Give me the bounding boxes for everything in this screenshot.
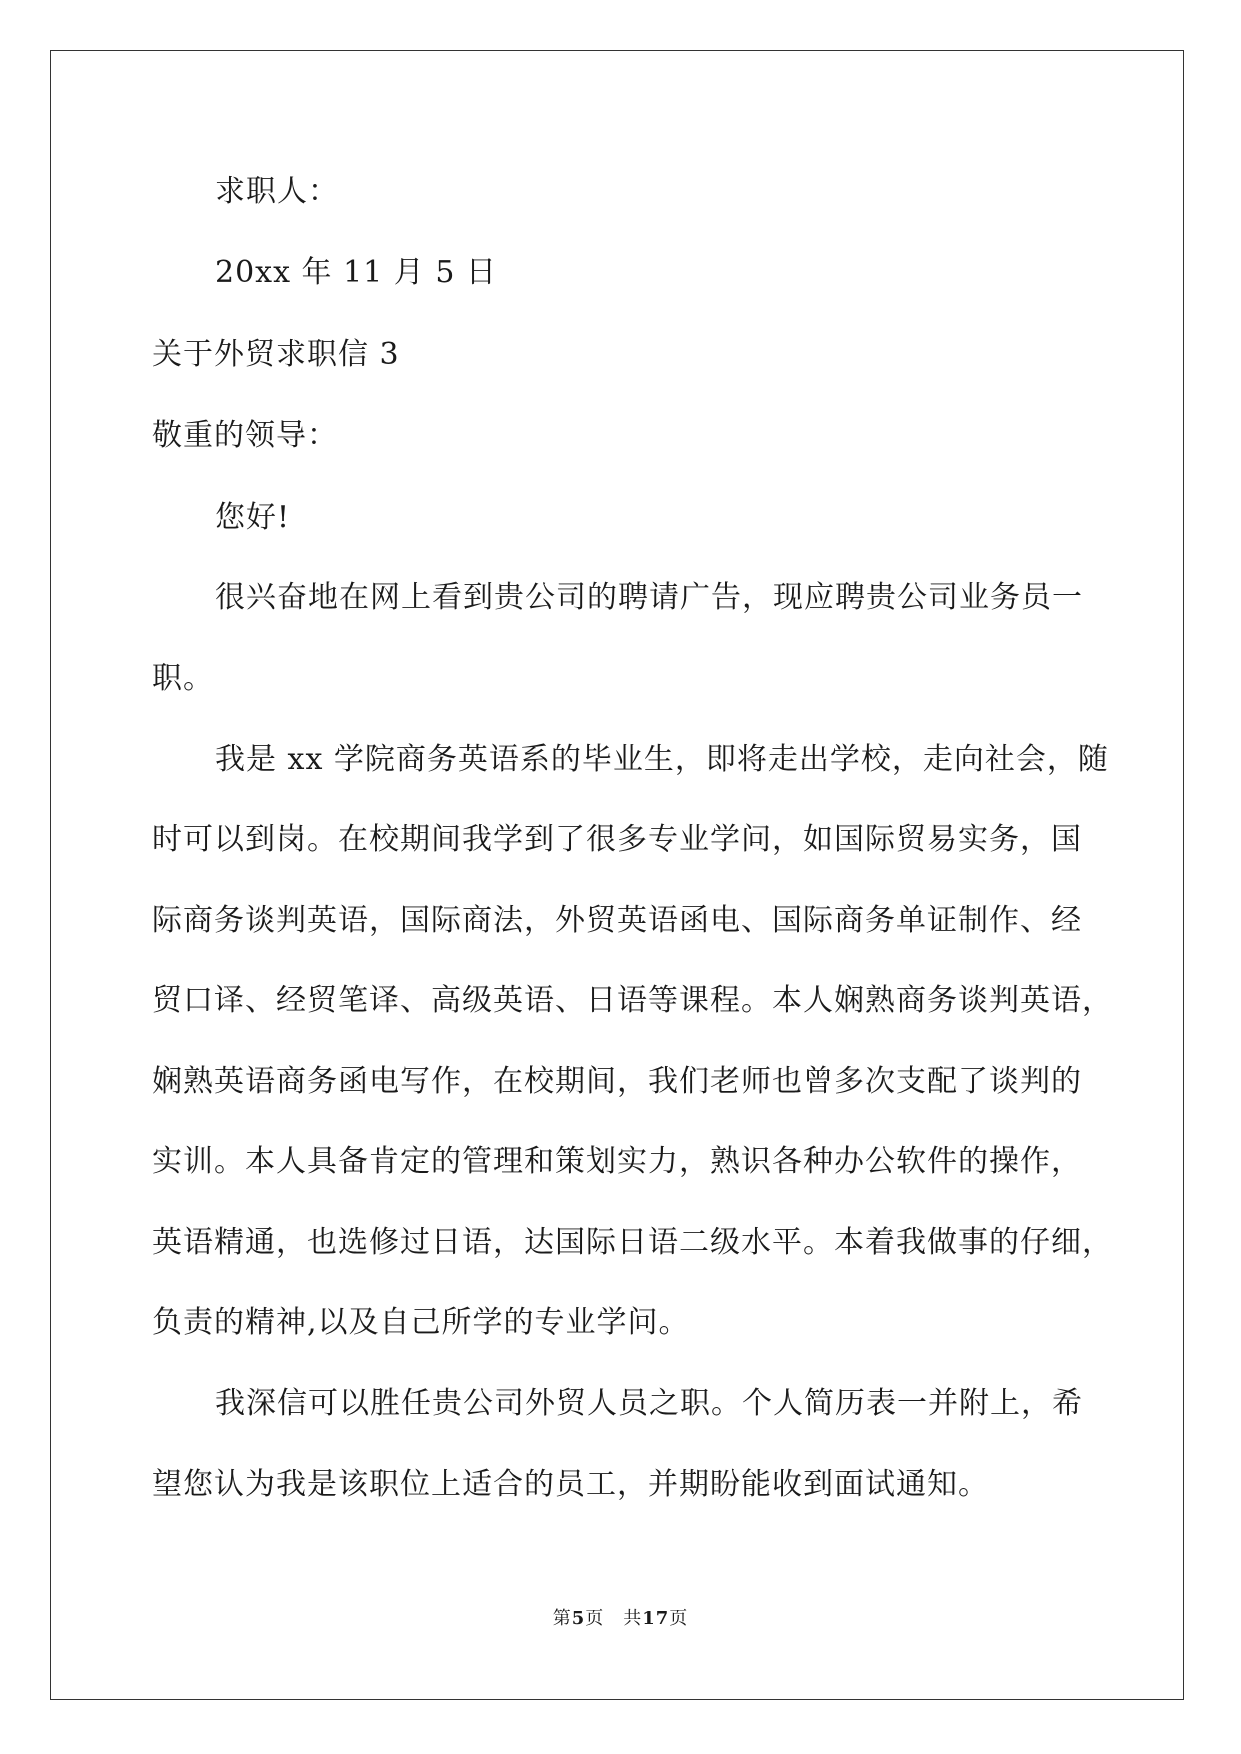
paragraph1-line: 职。 — [152, 661, 214, 696]
paragraph3-line: 我深信可以胜任贵公司外贸人员之职。个人简历表一并附上，希 — [215, 1386, 1083, 1421]
page-footer — [0, 1607, 1241, 1631]
page-border — [50, 50, 1184, 1700]
paragraph2-line: 娴熟英语商务函电写作，在校期间，我们老师也曾多次支配了谈判的 — [152, 1064, 1082, 1099]
salutation: 敬重的领导： — [152, 418, 338, 453]
paragraph2-line: 实训。本人具备肯定的管理和策划实力，熟识各种办公软件的操作， — [152, 1144, 1082, 1179]
footer-suffix: 页 — [669, 1608, 689, 1629]
footer-prefix: 第 — [552, 1608, 572, 1629]
paragraph2-line: 时可以到岗。在校期间我学到了很多专业学问，如国际贸易实务，国 — [152, 822, 1082, 857]
paragraph2-line: 负责的精神,以及自己所学的专业学问。 — [152, 1305, 690, 1340]
footer-current-page: 5 — [571, 1608, 586, 1629]
date-line: 20xx 年 11 月 5 日 — [215, 255, 497, 290]
footer-middle: 页 共 — [585, 1608, 643, 1629]
paragraph3-line: 望您认为我是该职位上适合的员工，并期盼能收到面试通知。 — [152, 1467, 989, 1502]
paragraph2-line: 英语精通，也选修过日语，达国际日语二级水平。本着我做事的仔细， — [152, 1225, 1113, 1260]
letter-heading: 关于外贸求职信 3 — [152, 337, 400, 372]
greeting: 您好! — [215, 500, 291, 535]
paragraph2-line: 际商务谈判英语，国际商法，外贸英语函电、国际商务单证制作、经 — [152, 903, 1082, 938]
footer-total-pages: 17 — [642, 1608, 670, 1629]
paragraph2-line: 我是 xx 学院商务英语系的毕业生，即将走出学校，走向社会，随 — [215, 742, 1109, 777]
paragraph1-line: 很兴奋地在网上看到贵公司的聘请广告，现应聘贵公司业务员一 — [215, 580, 1083, 615]
paragraph2-line: 贸口译、经贸笔译、高级英语、日语等课程。本人娴熟商务谈判英语， — [152, 983, 1113, 1018]
applicant-label: 求职人： — [215, 174, 339, 209]
